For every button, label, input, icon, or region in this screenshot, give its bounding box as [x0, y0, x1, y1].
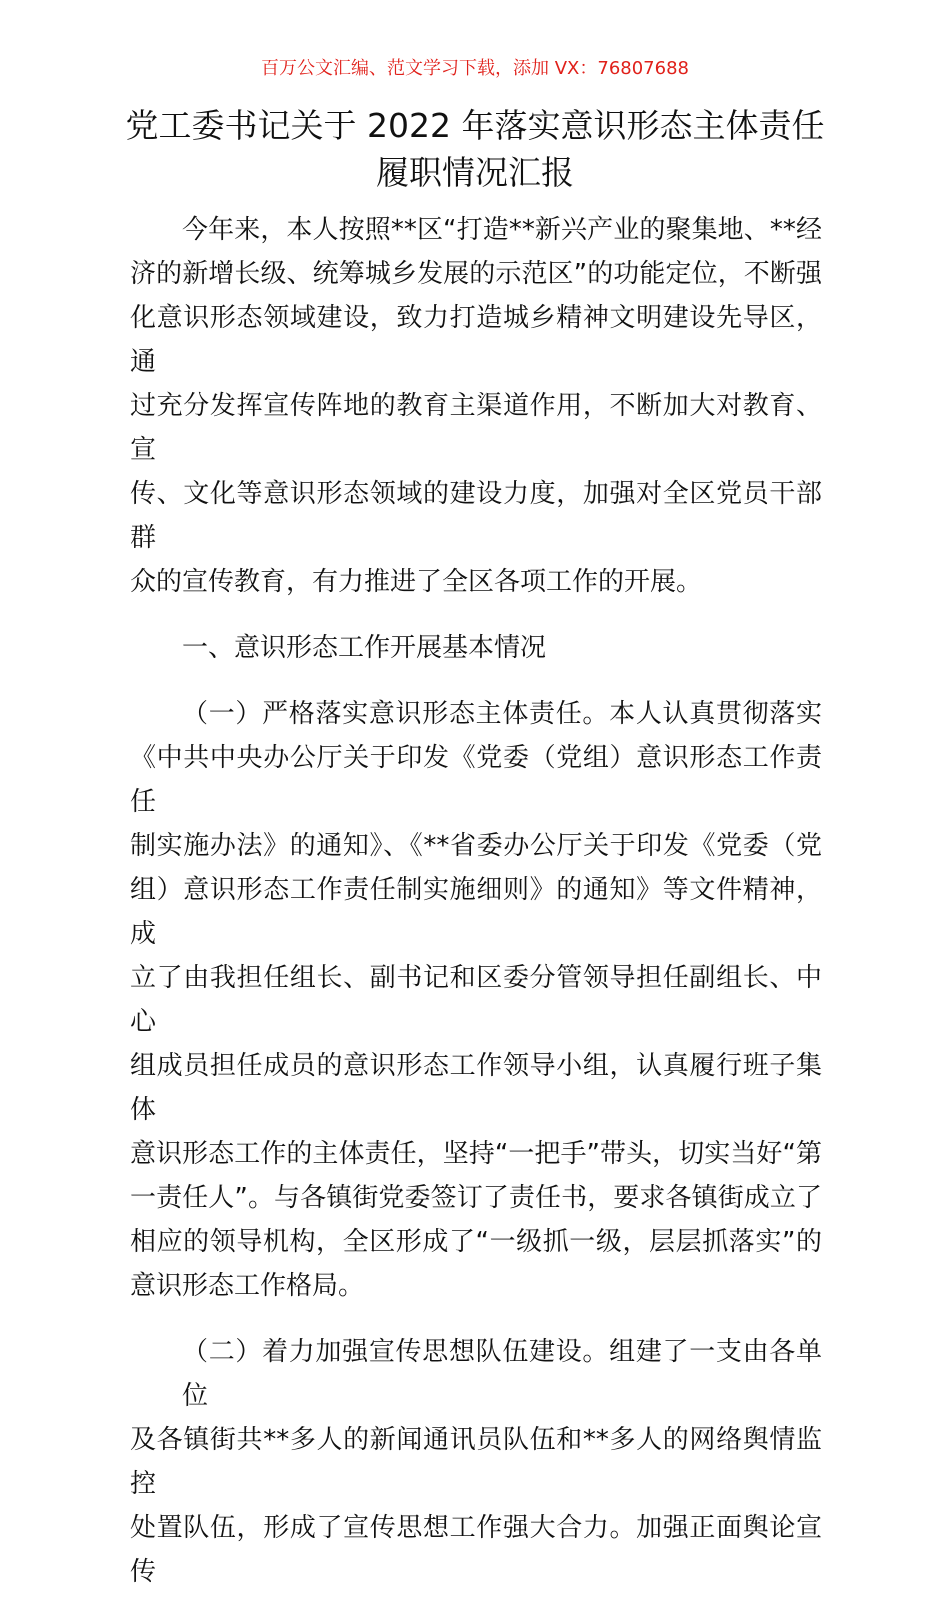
text-line: 意识形态工作格局。 [130, 1271, 365, 1301]
text-line: 组）意识形态工作责任制实施细则》的通知》等文件精神，成 [130, 875, 822, 949]
document-body [130, 208, 822, 1594]
text-line: 化意识形态领域建设，致力打造城乡精神文明建设先导区，通 [130, 303, 822, 377]
title-line: 履职情况汇报 [376, 153, 574, 192]
text-line: 立了由我担任组长、副书记和区委分管领导担任副组长、中心 [130, 963, 822, 1037]
text-line: 意识形态工作的主体责任，坚持“一把手”带头，切实当好“第 [130, 1139, 822, 1169]
paragraph-section-1 [130, 692, 822, 1308]
document-title [85, 102, 865, 196]
text-line: 众的宣传教育，有力推进了全区各项工作的开展。 [130, 567, 703, 597]
header-watermark-note: 百万公文汇编、范文学习下载，添加 VX：76807688 [261, 58, 689, 79]
title-line: 党工委书记关于 2022 年落实意识形态主体责任 [125, 106, 825, 145]
paragraph-section-2 [130, 1330, 822, 1594]
text-line: 一责任人”。与各镇街党委签订了责任书，要求各镇街成立了 [130, 1183, 822, 1213]
text-line: （一）严格落实意识形态主体责任。本人认真贯彻落实 [182, 699, 822, 729]
text-line: 《中共中央办公厅关于印发《党委（党组）意识形态工作责任 [130, 743, 822, 817]
section-heading-text: 一、意识形态工作开展基本情况 [182, 633, 547, 663]
text-line: 今年来，本人按照**区“打造**新兴产业的聚集地、**经 [182, 215, 822, 245]
text-line: 传、文化等意识形态领域的建设力度，加强对全区党员干部群 [130, 479, 822, 553]
section-heading [130, 626, 822, 670]
text-line: 制实施办法》的通知》、《**省委办公厅关于印发《党委（党 [130, 831, 822, 861]
text-line: 及各镇街共**多人的新闻通讯员队伍和**多人的网络舆情监控 [130, 1425, 822, 1499]
text-line: 处置队伍，形成了宣传思想工作强大合力。加强正面舆论宣传 [130, 1513, 822, 1587]
text-line: （二）着力加强宣传思想队伍建设。组建了一支由各单位 [182, 1337, 822, 1411]
text-line: 过充分发挥宣传阵地的教育主渠道作用，不断加大对教育、宣 [130, 391, 822, 465]
text-line: 相应的领导机构，全区形成了“一级抓一级，层层抓落实”的 [130, 1227, 822, 1257]
text-line: 组成员担任成员的意识形态工作领导小组，认真履行班子集体 [130, 1051, 822, 1125]
text-line: 济的新增长级、统筹城乡发展的示范区”的功能定位，不断强 [130, 259, 822, 289]
paragraph-intro [130, 208, 822, 604]
